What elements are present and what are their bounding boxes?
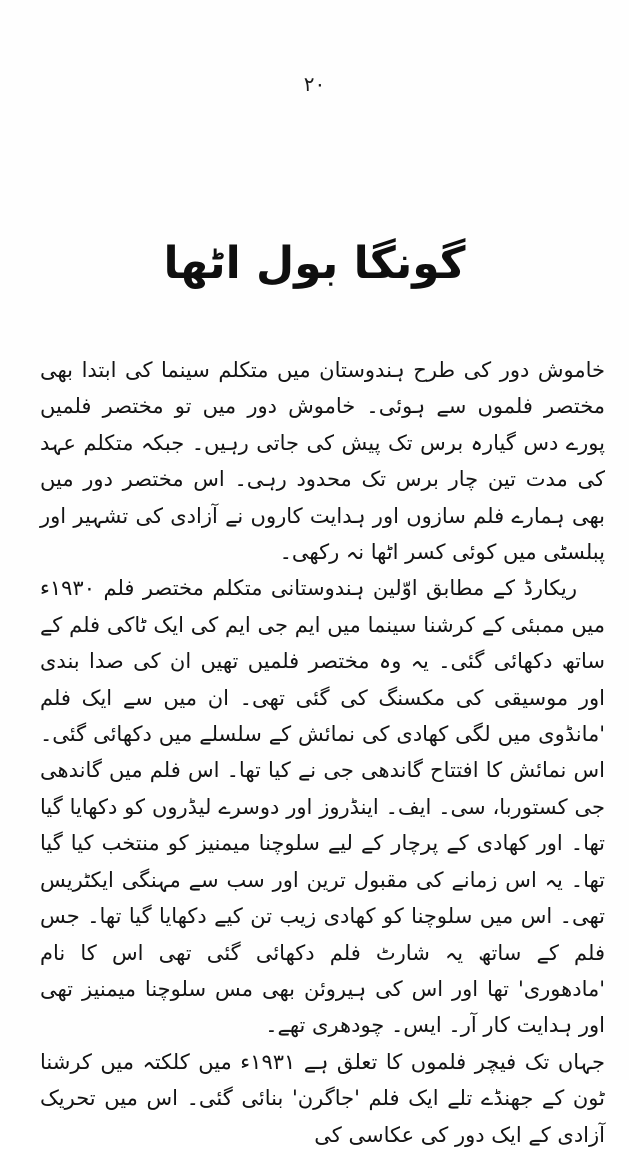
body-text bbox=[40, 352, 605, 1153]
paragraph: خاموش دور کی طرح ہندوستان میں متکلم سینما کی ابتدا بھی مختصر فلموں سے ہوئی۔ خاموش دور میں تو مختصر فلمیں پورے دس گیارہ برس تک پیش کی جاتی رہیں۔ جبکہ متکلم عہد کی مدت تین چار برس تک محدود رہی۔ اس مختصر دور میں بھی ہمارے فلم سازوں اور ہدایت کاروں نے آزادی کی تشہیر اور پبلسٹی میں کوئی کسر اٹھا نہ رکھی۔ bbox=[40, 358, 605, 565]
paragraph: ریکارڈ کے مطابق اوّلین ہندوستانی متکلم مختصر فلم ۱۹۳۰ء میں ممبئی کے کرشنا سینما میں ایم جی ایم کی ایک ٹاکی فلم کے ساتھ دکھائی گئی۔ یہ وہ مختصر فلمیں تھیں ان کی صدا بندی اور موسیقی کی مکسنگ کی گئی تھی۔ ان میں سے ایک فلم 'مانڈوی میں لگی کھادی کی نمائش کے سلسلے میں دکھائی گئی۔ اس نمائش کا افتتاح گاندھی جی نے کیا تھا۔ اس فلم میں گاندھی جی کستوربا، سی۔ ایف۔ اینڈروز اور دوسرے لیڈروں کو دکھایا گیا تھا۔ اور کھادی کے پرچار کے لیے سلوچنا میمنیز کو منتخب کیا گیا تھا۔ یہ اس زمانے کی مقبول ترین اور سب سے مہنگی ایکٹریس تھی۔ اس میں سلوچنا کو کھادی زیب تن کیے دکھایا گیا تھا۔ جس فلم کے ساتھ یہ شارٹ فلم دکھائی گئی تھی اس کا نام 'مادھوری' تھا اور اس کی ہیروئن بھی مس سلوچنا میمنیز تھی اور ہدایت کار آر۔ ایس۔ چودھری تھے۔ bbox=[40, 576, 605, 1038]
chapter-title: گونگا بول اٹھا bbox=[163, 238, 466, 289]
page-number: ۲۰ bbox=[303, 72, 326, 96]
paragraph: جہاں تک فیچر فلموں کا تعلق ہے ۱۹۳۱ء میں کلکتہ میں کرشنا ٹون کے جھنڈے تلے ایک فلم 'جاگرن' بنائی گئی۔ اس میں تحریک آزادی کے ایک دور کی عکاسی کی bbox=[40, 1049, 605, 1147]
